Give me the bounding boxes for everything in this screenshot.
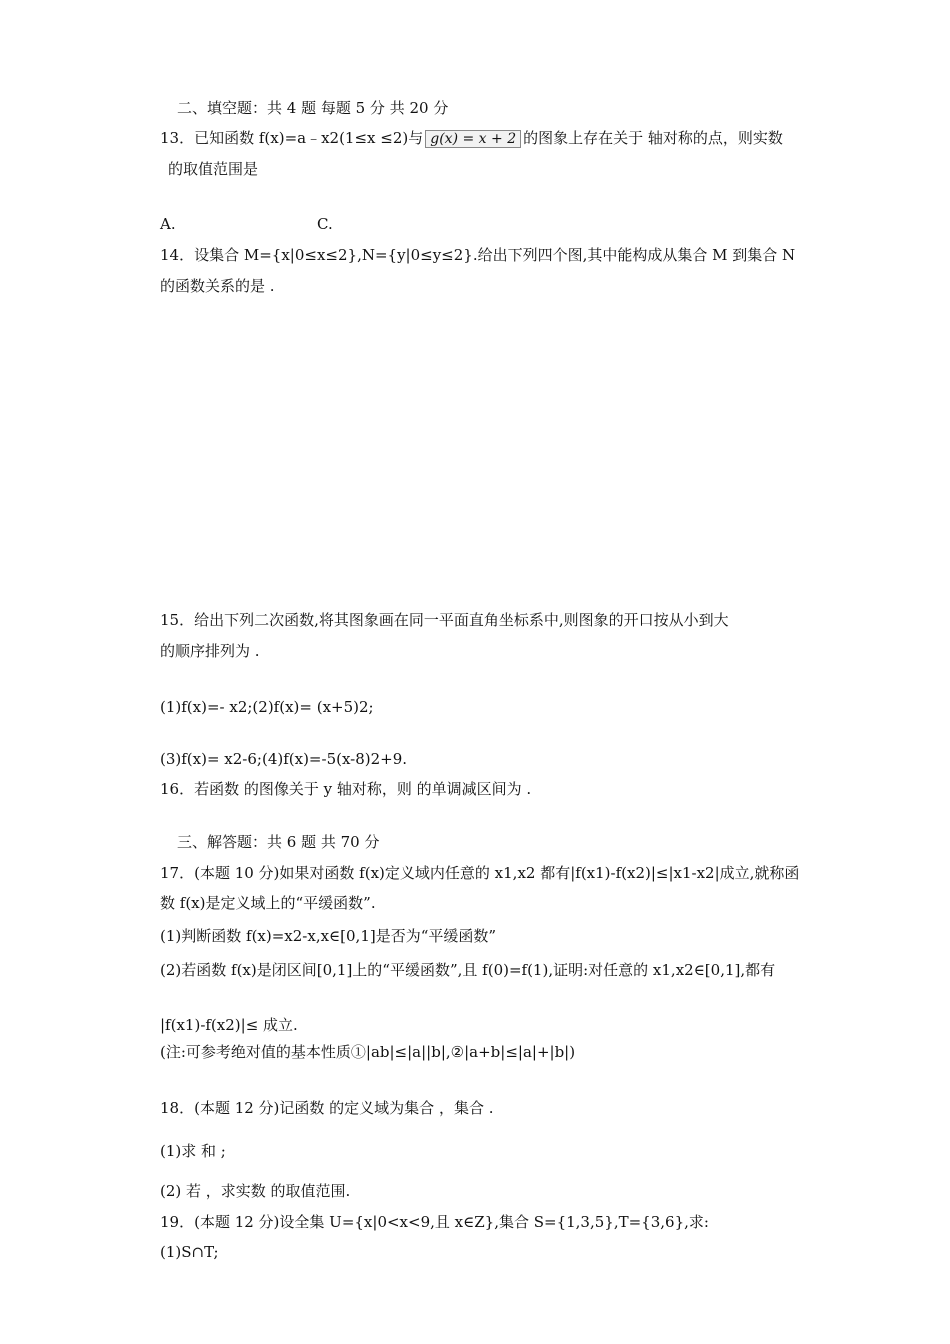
q13-line-1-text-a: 13．已知函数 f(x)=a﹣x2(1≤x ≤2)与	[160, 129, 424, 147]
q16-line-1: 16．若函数 的图像关于 y 轴对称，则 的单调减区间为 .	[160, 780, 532, 798]
q18-line-3: (2) 若 ，求实数 的取值范围.	[160, 1182, 351, 1200]
q14-line-2: 的函数关系的是 .	[160, 277, 275, 295]
q13-line-2: 的取值范围是	[168, 160, 259, 178]
q13-line-1-text-b: 的图象上存在关于 轴对称的点，则实数	[523, 129, 783, 147]
q17-line-1: 17．(本题 10 分)如果对函数 f(x)定义域内任意的 x1,x2 都有|f(x1)-f(x2)|≤|x1-x2|成立,就称函	[160, 864, 800, 882]
q15-line-3: (1)f(x)=- x2;(2)f(x)= (x+5)2;	[160, 698, 374, 716]
q13-option-a: A.	[160, 215, 176, 233]
q13-option-c: C.	[317, 215, 333, 233]
q18-line-1: 18．(本题 12 分)记函数 的定义域为集合 ，集合 .	[160, 1099, 494, 1117]
q15-line-4: (3)f(x)= x2-6;(4)f(x)=-5(x-8)2+9.	[160, 750, 408, 768]
q17-line-6: (注:可参考绝对值的基本性质①|ab|≤|a||b|,②|a+b|≤|a|+|b|)	[160, 1043, 576, 1061]
section-2-title: 二、填空题：共 4 题 每题 5 分 共 20 分	[177, 99, 449, 117]
q18-line-2: (1)求 和 ;	[160, 1142, 226, 1160]
q19-line-1: 19．(本题 12 分)设全集 U={x|0<x<9,且 x∈Z},集合 S={1,3,5},T={3,6},求:	[160, 1213, 709, 1231]
q15-line-2: 的顺序排列为 .	[160, 642, 260, 660]
q17-line-5: |f(x1)-f(x2)|≤ 成立.	[160, 1016, 298, 1034]
q19-line-2: (1)S∩T;	[160, 1243, 219, 1261]
q13-line-1	[160, 128, 783, 148]
q17-line-4: (2)若函数 f(x)是闭区间[0,1]上的“平缓函数”,且 f(0)=f(1),证明:对任意的 x1,x2∈[0,1],都有	[160, 961, 776, 979]
q13-formula-image: g(x) = x + 2	[425, 130, 521, 148]
q17-line-2: 数 f(x)是定义域上的“平缓函数”.	[160, 894, 376, 912]
q17-line-3: (1)判断函数 f(x)=x2-x,x∈[0,1]是否为“平缓函数”	[160, 927, 497, 945]
q15-line-1: 15．给出下列二次函数,将其图象画在同一平面直角坐标系中,则图象的开口按从小到大	[160, 611, 729, 629]
q14-line-1: 14．设集合 M={x|0≤x≤2},N={y|0≤y≤2}.给出下列四个图,其中能构成从集合 M 到集合 N	[160, 246, 796, 264]
section-3-title: 三、解答题：共 6 题 共 70 分	[177, 833, 380, 851]
